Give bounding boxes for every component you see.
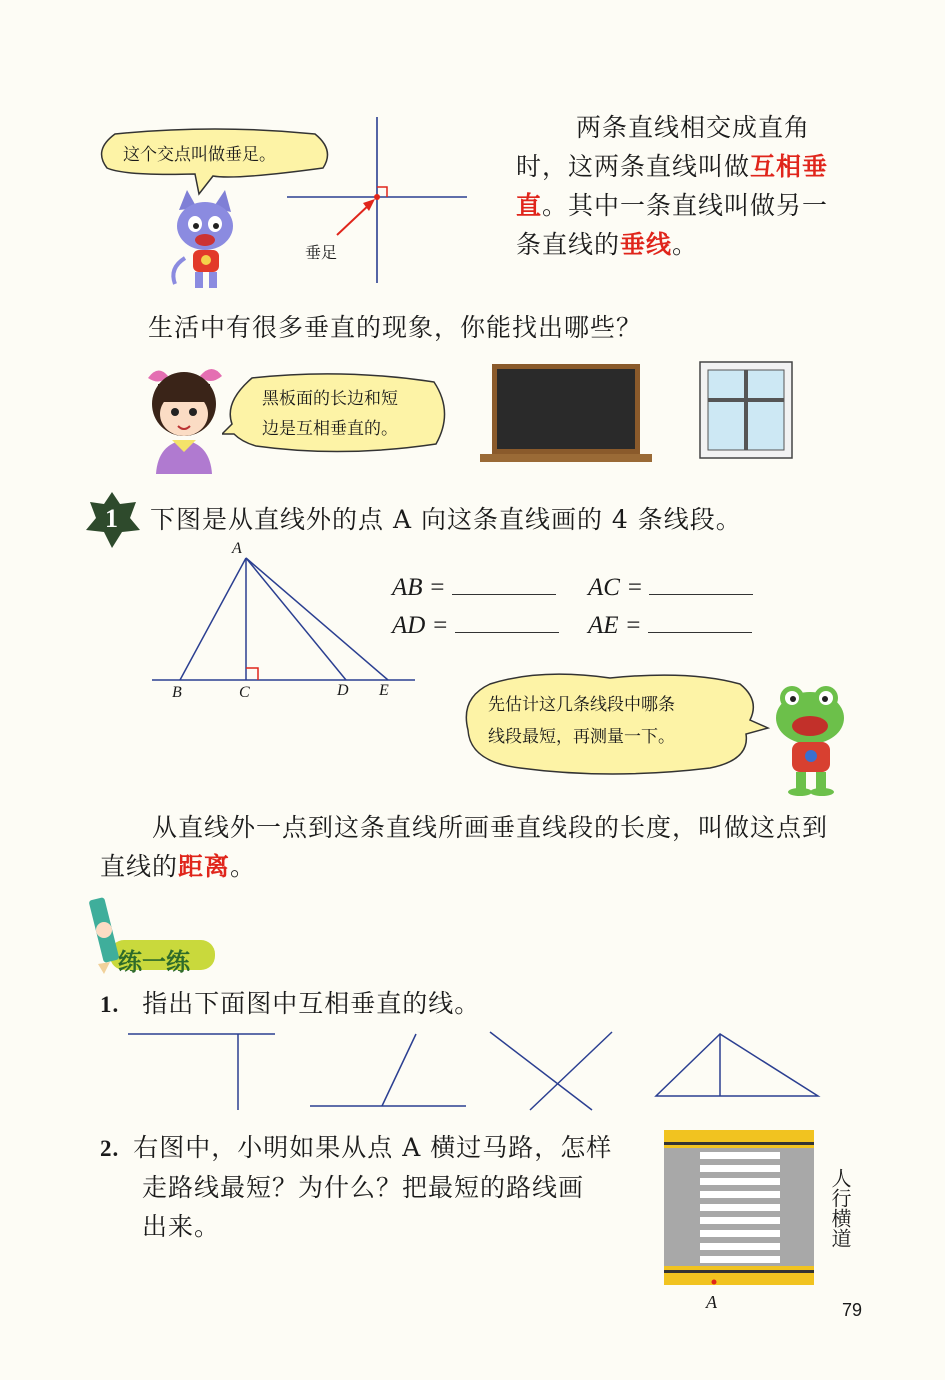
practice-title: 练一练 — [118, 948, 190, 976]
crosswalk-label: 人行横道 — [828, 1168, 852, 1248]
figure-slant — [310, 1034, 466, 1106]
term-perpendicular-b: 直 — [516, 191, 543, 220]
measure-ac-label: AC = — [588, 574, 644, 601]
label-e: E — [379, 682, 389, 699]
leaf-number-icon — [82, 490, 142, 550]
bubble-text-foot: 这个交点叫做垂足。 — [123, 145, 276, 165]
measure-ab-label: AB = — [392, 574, 446, 601]
life-question: 生活中有很多垂直的现象，你能找出哪些？ — [148, 313, 643, 342]
label-b: B — [172, 684, 182, 701]
crosswalk-image[interactable] — [664, 1130, 814, 1285]
measure-ad-label: AD = — [392, 612, 449, 639]
cat-character — [165, 188, 245, 293]
foot-label: 垂足 — [305, 243, 338, 262]
q2-line-2: 走路线最短？为什么？把最短的路线画 — [142, 1173, 585, 1202]
example1-text: 下图是从直线外的点 A 向这条直线画的 4 条线段。 — [150, 505, 742, 534]
definition-line-1: 两条直线相交成直角 — [576, 113, 811, 142]
example-number: 1 — [105, 504, 118, 533]
measure-ae-label: AE = — [588, 612, 642, 639]
segments-diagram — [150, 540, 420, 710]
label-c: C — [239, 684, 250, 701]
term-perpendicular-a: 互相垂 — [750, 152, 829, 181]
q1-figures — [120, 1024, 830, 1114]
measure-ab — [392, 572, 556, 602]
q1-number: 1. — [100, 992, 120, 1017]
measure-ae — [588, 610, 752, 640]
distance-line-2: 直线的 — [100, 852, 179, 881]
girl-character — [138, 360, 230, 475]
q1 — [100, 984, 480, 1024]
figure-cross — [490, 1032, 612, 1110]
crosswalk-point-a: A — [706, 1292, 717, 1312]
frog-character — [770, 684, 852, 796]
definition-period: 。 — [672, 230, 699, 259]
term-distance: 距离 — [178, 852, 231, 881]
label-a: A — [232, 540, 242, 557]
measure-ac — [588, 572, 753, 602]
definition-line-4: 条直线的 — [516, 230, 621, 259]
distance-definition — [100, 808, 860, 886]
term-perpendicular-line: 垂线 — [620, 230, 673, 259]
bubble-girl-line-1: 黑板面的长边和短 — [262, 389, 398, 409]
distance-period: 。 — [230, 852, 257, 881]
bubble-frog-line-1: 先估计这几条线段中哪条 — [488, 695, 675, 715]
definition-line-3: 。其中一条直线叫做另一 — [542, 191, 829, 220]
measure-ab-blank[interactable] — [452, 572, 556, 595]
blackboard-image — [480, 360, 652, 464]
bubble-girl-line-2: 边是互相垂直的。 — [262, 419, 398, 439]
figure-t-shape — [128, 1034, 275, 1110]
q2-line-1: 右图中，小明如果从点 A 横过马路，怎样 — [133, 1133, 613, 1162]
figure-triangle — [656, 1034, 818, 1096]
practice-header — [70, 890, 220, 975]
measure-ae-blank[interactable] — [648, 610, 752, 633]
label-d: D — [337, 682, 349, 699]
speech-bubble-frog — [460, 670, 770, 780]
bubble-frog-line-2: 线段最短，再测量一下。 — [488, 727, 675, 747]
window-image — [698, 360, 794, 460]
page-number: 79 — [842, 1300, 863, 1320]
measure-ac-blank[interactable] — [649, 572, 753, 595]
q2-number: 2. — [100, 1136, 120, 1161]
q1-text: 指出下面图中互相垂直的线。 — [142, 989, 481, 1018]
distance-line-1: 从直线外一点到这条直线所画垂直线段的长度，叫做这点到 — [152, 813, 829, 842]
definition-text — [516, 108, 846, 264]
speech-bubble-girl — [222, 372, 452, 458]
q2-line-3: 出来。 — [142, 1212, 221, 1241]
definition-line-2: 时，这两条直线叫做 — [516, 152, 751, 181]
measure-ad — [392, 610, 559, 640]
measure-ad-blank[interactable] — [455, 610, 559, 633]
q2 — [100, 1128, 640, 1246]
